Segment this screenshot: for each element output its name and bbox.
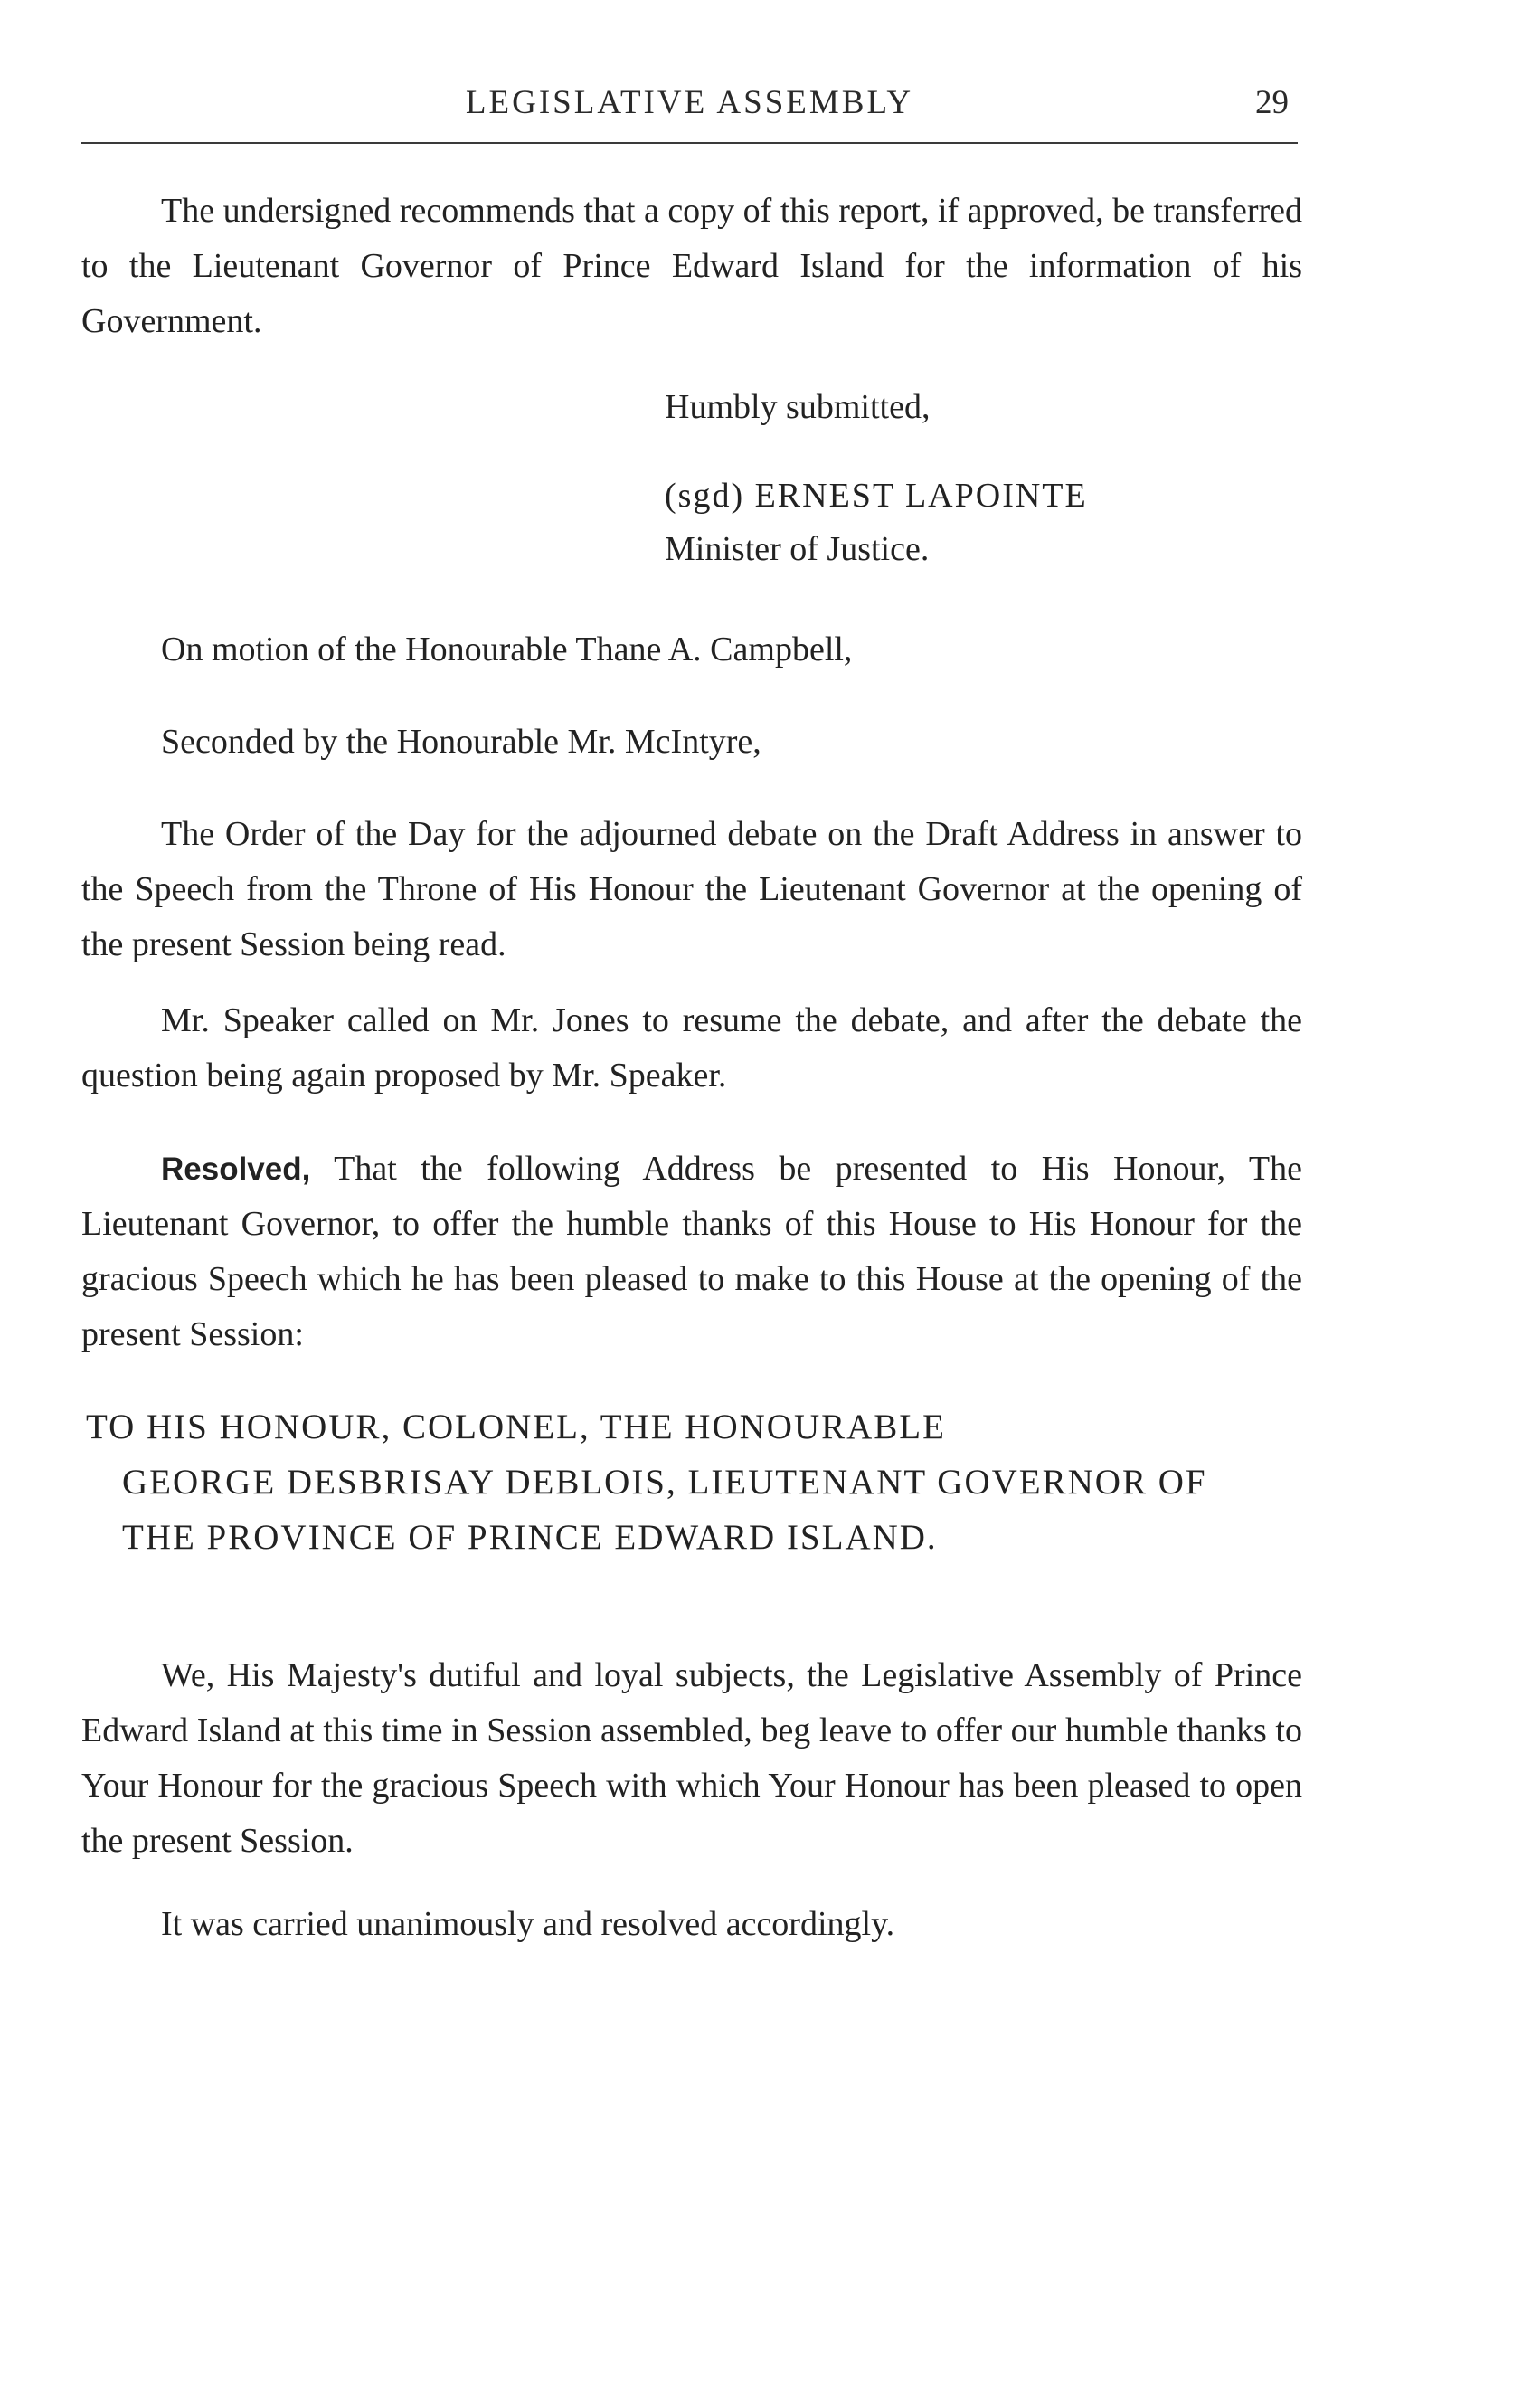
address-rest-lines: GEORGE DESBRISAY DEBLOIS, LIEUTENANT GOVERNOR OF THE PROVINCE OF PRINCE EDWARD ISLAND. xyxy=(122,1463,1207,1557)
closing-line: Humbly submitted, xyxy=(665,388,931,426)
recommendation-paragraph: The undersigned recommends that a copy of this report, if approved, be transferred to the Lieutenant Governor of Prince Edward Island for the information of his Government. xyxy=(81,192,1302,340)
running-header xyxy=(81,83,1298,137)
resolved-label: Resolved, xyxy=(161,1152,311,1187)
order-of-day-paragraph: The Order of the Day for the adjourned debate on the Draft Address in answer to the Speech from the Throne of His Honour the Lieutenant Governor at the opening of the present Session being read. xyxy=(81,815,1302,963)
seconded-line: Seconded by the Honourable Mr. McIntyre, xyxy=(161,723,761,761)
running-title: LEGISLATIVE ASSEMBLY xyxy=(465,84,914,121)
address-body-paragraph: We, His Majesty's dutiful and loyal subjects, the Legislative Assembly of Prince Edward Island at this time in Session assembled, beg leave to offer our humble thanks to Your Honour for the gracious Speech with which Your Honour has been pleased to open the present Session. xyxy=(81,1656,1302,1860)
page-number: 29 xyxy=(1255,84,1289,121)
resolved-text: That the following Address be presented to His Honour, The Lieutenant Governor, to offer the humble thanks of this House to His Honour for the gracious Speech which he has been pleased to make to this House at the opening of the present Session: xyxy=(81,1150,1302,1353)
address-first-line: TO HIS HONOUR, COLONEL, THE HONOURABLE xyxy=(86,1408,946,1446)
carried-line: It was carried unanimously and resolved accordingly. xyxy=(161,1905,895,1943)
header-rule xyxy=(81,142,1298,144)
resolved-paragraph xyxy=(81,1142,1302,1362)
speaker-paragraph: Mr. Speaker called on Mr. Jones to resume the debate, and after the debate the question being again proposed by Mr. Speaker. xyxy=(81,1001,1302,1095)
signature-name: (sgd) ERNEST LAPOINTE xyxy=(665,477,1088,515)
motion-line: On motion of the Honourable Thane A. Campbell, xyxy=(161,630,853,668)
signature-title: Minister of Justice. xyxy=(665,530,930,568)
address-heading xyxy=(86,1399,1262,1565)
